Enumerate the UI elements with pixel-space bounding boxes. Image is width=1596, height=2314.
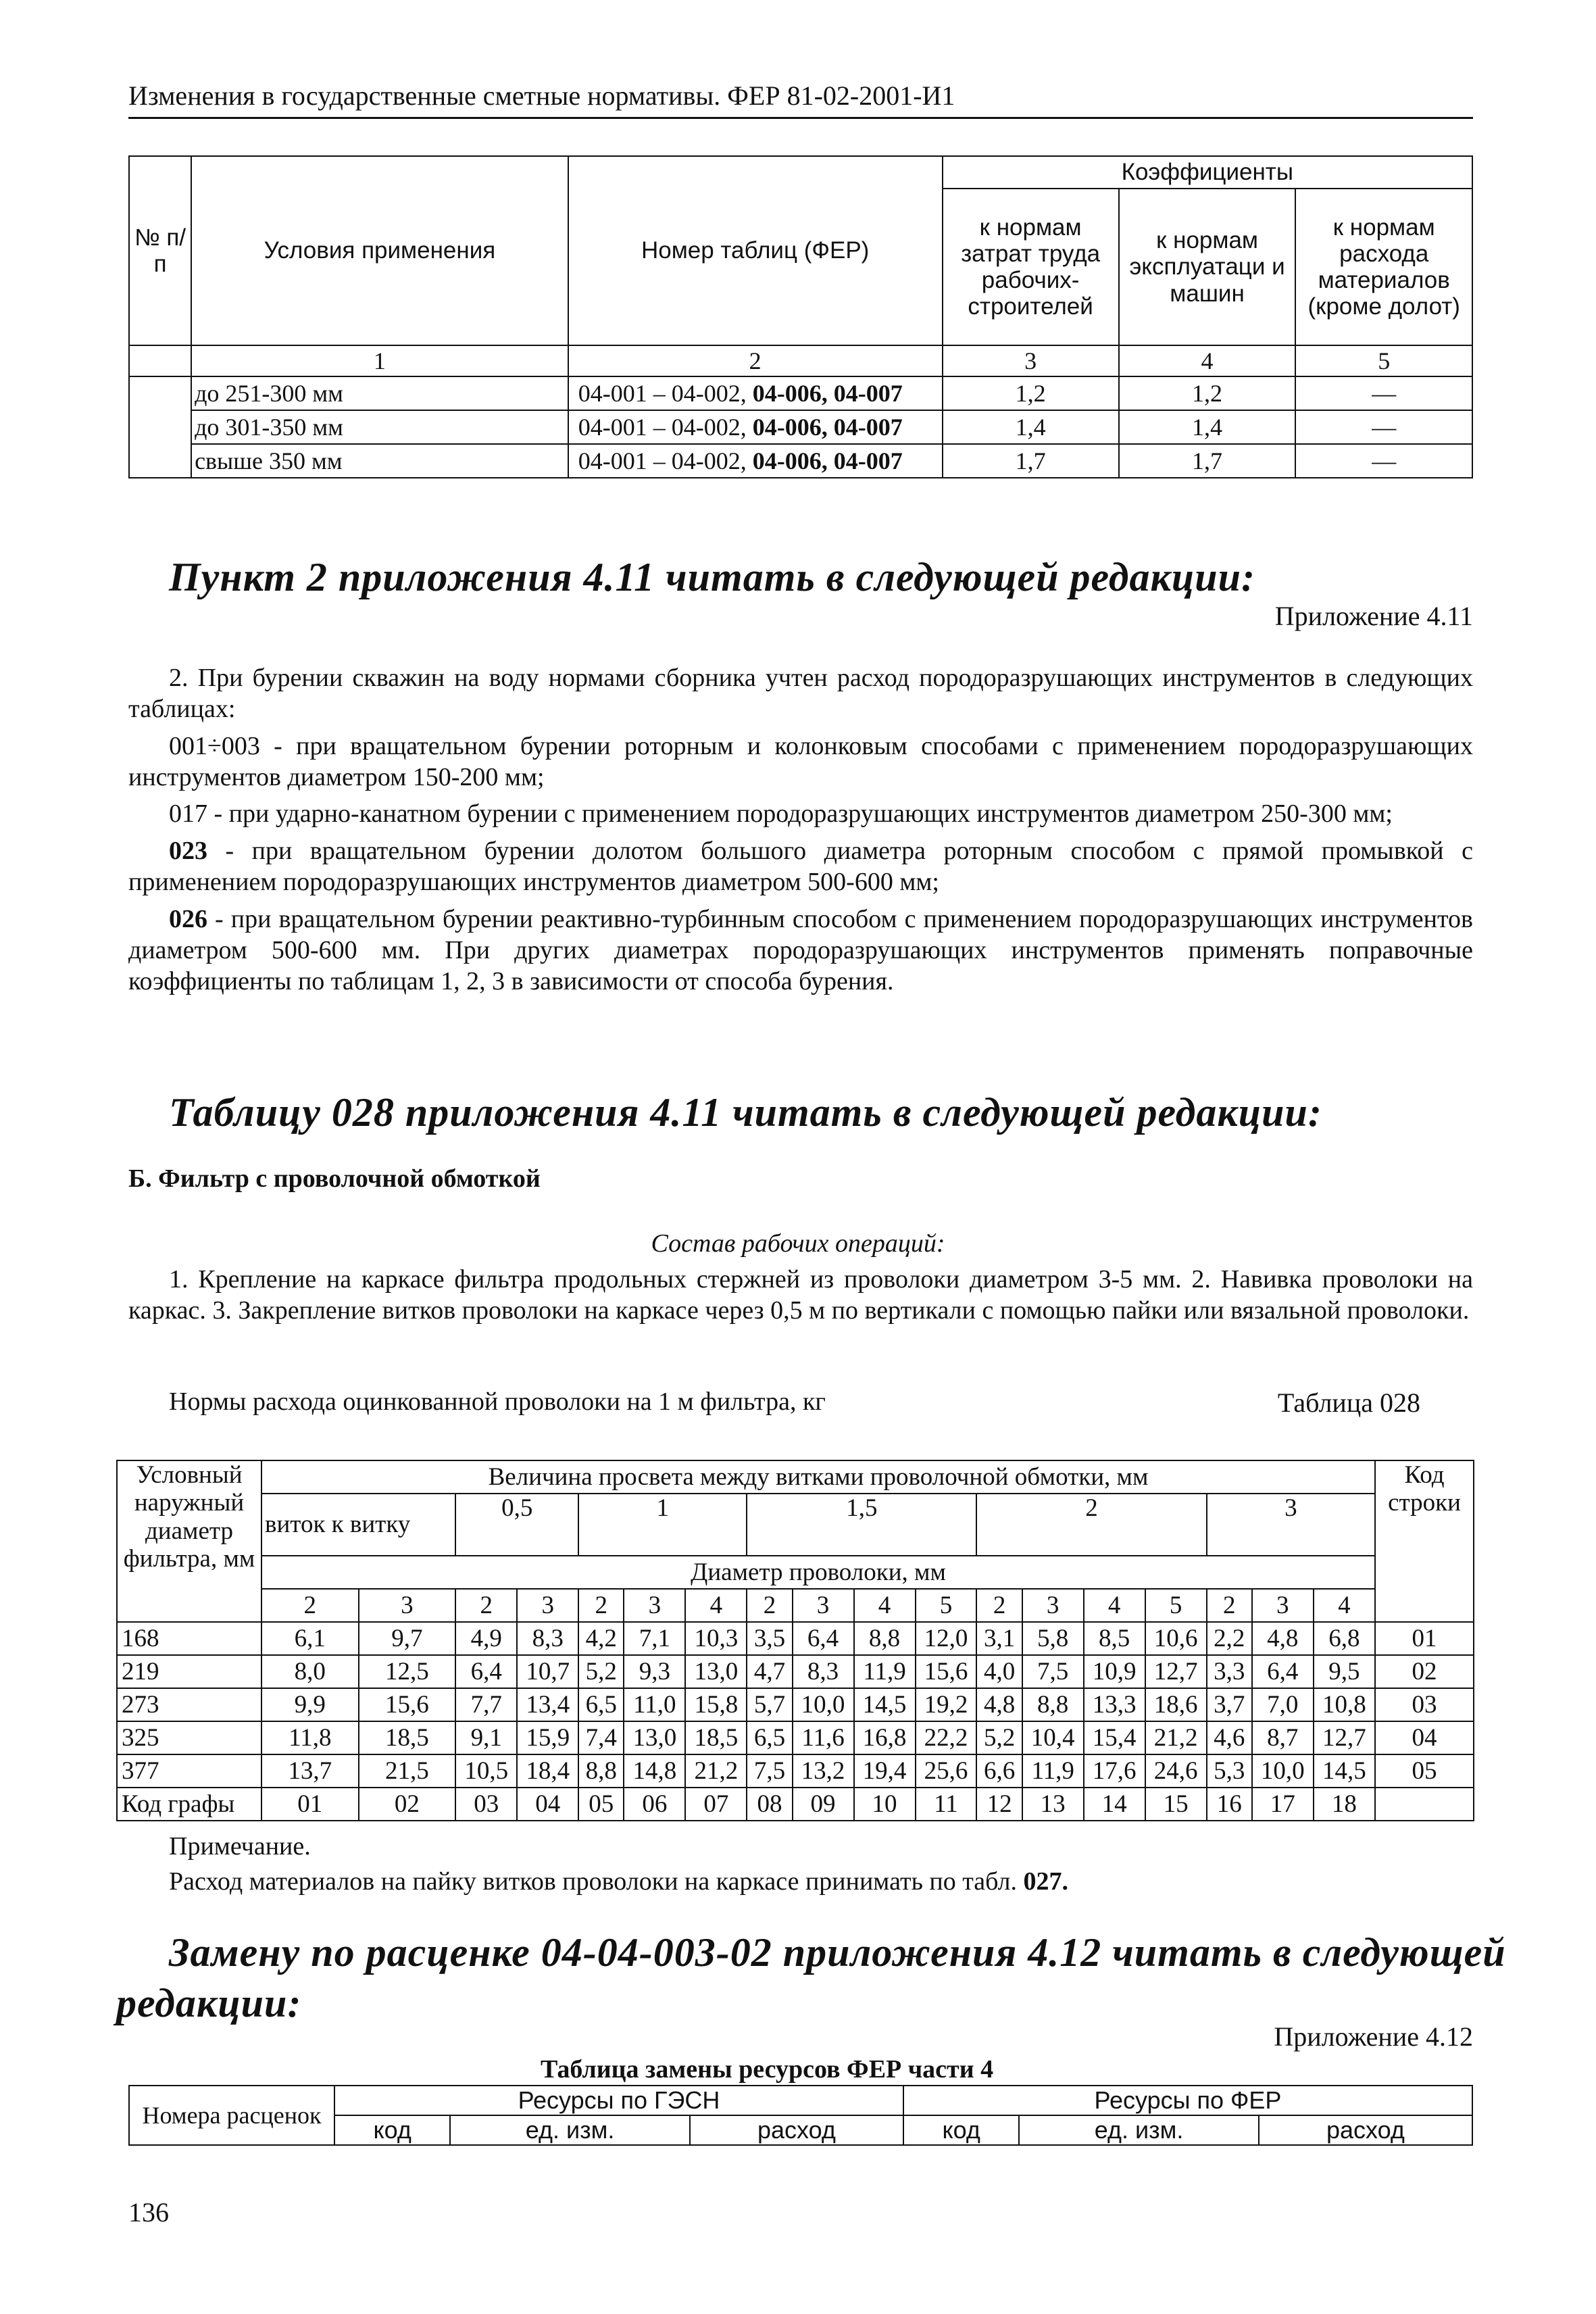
graph-code-cell: 09: [793, 1788, 854, 1821]
value-cell: 13,0: [624, 1721, 685, 1754]
coefficients-table: [128, 155, 1473, 478]
column-numbers-row: [129, 345, 1472, 376]
wire-size-cell: 4: [1084, 1589, 1145, 1622]
wire-size-cell: 5: [1145, 1589, 1207, 1622]
value-cell: 4,8: [976, 1688, 1022, 1721]
value-cell: 15,6: [359, 1688, 456, 1721]
value-cell: 8,7: [1252, 1721, 1314, 1754]
graph-label-cell: Код графы: [117, 1788, 261, 1821]
wire-diameter-header: Диаметр проволоки, мм: [261, 1556, 1375, 1589]
value-cell: 24,6: [1145, 1754, 1207, 1788]
labor-coef-cell: 1,4: [943, 410, 1119, 444]
wire-size-cell: 2: [455, 1589, 517, 1622]
value-cell: 6,4: [455, 1655, 517, 1688]
section-heading-replacement-cont: редакции:: [116, 1981, 302, 2025]
value-cell: 9,9: [261, 1688, 359, 1721]
graph-code-cell: 16: [1207, 1788, 1252, 1821]
value-cell: 10,9: [1084, 1655, 1145, 1688]
value-cell: 12,5: [359, 1655, 456, 1688]
graph-code-cell: 02: [359, 1788, 456, 1821]
col-coefficients-header: Коэффициенты: [943, 156, 1472, 189]
table-row: [117, 1721, 1474, 1754]
note-text: Расход материалов на пайку витков проволоки на каркасе принимать по табл. 027.: [169, 1867, 1069, 1896]
value-cell: 11,8: [261, 1721, 359, 1754]
value-cell: 8,0: [261, 1655, 359, 1688]
sub-header: код: [903, 2115, 1019, 2145]
value-cell: 4,7: [747, 1655, 792, 1688]
row-code-cell: 04: [1375, 1721, 1474, 1754]
diameter-cell: 325: [117, 1721, 261, 1754]
graph-code-cell: 07: [685, 1788, 747, 1821]
value-cell: 14,5: [854, 1688, 916, 1721]
value-cell: 8,3: [517, 1622, 578, 1655]
wire-size-cell: 4: [854, 1589, 916, 1622]
row-code-cell: 02: [1375, 1655, 1474, 1688]
gap-header: 1,5: [747, 1494, 976, 1556]
col-diameter-header: Условный наружный диаметр фильтра, мм: [117, 1460, 261, 1622]
col-labor-header: к нормам затрат труда рабочих-строителей: [943, 189, 1119, 345]
wire-size-cell: 2: [747, 1589, 792, 1622]
diameter-cell: 168: [117, 1622, 261, 1655]
paragraph: 023 - при вращательном бурении долотом большого диаметра роторным способом с прямой промывкой с применением породоразрушающих инструментов диаметром 500-600 мм;: [128, 836, 1473, 897]
col-number-header: № п/п: [129, 156, 191, 345]
graph-code-cell: 08: [747, 1788, 792, 1821]
graph-code-cell: 06: [624, 1788, 685, 1821]
col-machines-header: к нормам эксплуатаци и машин: [1119, 189, 1296, 345]
value-cell: 10,0: [793, 1688, 854, 1721]
value-cell: 19,2: [916, 1688, 977, 1721]
value-cell: 4,8: [1252, 1622, 1314, 1655]
table-row: [117, 1655, 1474, 1688]
norms-title: Нормы расхода оцинкованной проволоки на 1 м фильтра, кг: [169, 1387, 826, 1416]
row-code-cell: 05: [1375, 1754, 1474, 1788]
fer-header: Ресурсы по ФЕР: [903, 2086, 1472, 2115]
row-code-cell: 03: [1375, 1688, 1474, 1721]
value-cell: 18,5: [359, 1721, 456, 1754]
value-cell: 10,4: [1022, 1721, 1084, 1754]
sub-header: расход: [1259, 2115, 1472, 2145]
value-cell: 6,8: [1314, 1622, 1375, 1655]
value-cell: 5,2: [578, 1655, 624, 1688]
gap-header: 2: [976, 1494, 1206, 1556]
value-cell: 13,2: [793, 1754, 854, 1788]
col-gap-header: Величина просвета между витками проволочной обмотки, мм: [261, 1460, 1375, 1494]
value-cell: 13,0: [685, 1655, 747, 1688]
graph-code-cell: 18: [1314, 1788, 1375, 1821]
wire-norms-table: [116, 1460, 1474, 1821]
diameter-cell: 377: [117, 1754, 261, 1788]
col-materials-header: к нормам расхода материалов (кроме долот): [1295, 189, 1472, 345]
wire-size-cell: 3: [517, 1589, 578, 1622]
graph-code-cell: 01: [261, 1788, 359, 1821]
column-number: 4: [1119, 345, 1296, 376]
value-cell: 8,5: [1084, 1622, 1145, 1655]
materials-coef-cell: —: [1295, 410, 1472, 444]
note-title: Примечание.: [169, 1832, 311, 1861]
condition-cell: до 301-350 мм: [191, 410, 568, 444]
value-cell: 19,4: [854, 1754, 916, 1788]
value-cell: 6,5: [578, 1688, 624, 1721]
value-cell: 10,5: [455, 1754, 517, 1788]
paragraph: 026 - при вращательном бурении реактивно-турбинным способом с применением породоразрушающих инструментов диаметром 500-600 мм. При других диаметрах породоразрушающих инструментов применять поправочные коэффициенты по таблицам 1, 2, 3 в зависимости от способа бурения.: [128, 904, 1473, 996]
diameter-cell: 219: [117, 1655, 261, 1688]
table-row: [117, 1622, 1474, 1655]
wire-size-cell: 3: [793, 1589, 854, 1622]
value-cell: 5,2: [976, 1721, 1022, 1754]
paragraph: 001÷003 - при вращательном бурении роторным и колонковым способами с применением породоразрушающих инструментов диаметром 150-200 мм;: [128, 731, 1473, 792]
section-heading-point2: Пункт 2 приложения 4.11 читать в следующей редакции:: [169, 555, 1255, 599]
value-cell: 3,3: [1207, 1655, 1252, 1688]
value-cell: 14,5: [1314, 1754, 1375, 1788]
value-cell: 13,4: [517, 1688, 578, 1721]
gap-header: 0,5: [455, 1494, 578, 1556]
value-cell: 3,5: [747, 1622, 792, 1655]
wire-size-cell: 2: [1207, 1589, 1252, 1622]
value-cell: 21,2: [1145, 1721, 1207, 1754]
value-cell: 3,7: [1207, 1688, 1252, 1721]
wire-size-cell: 2: [976, 1589, 1022, 1622]
col-nums-header: Номера расценок: [129, 2086, 334, 2145]
value-cell: 9,3: [624, 1655, 685, 1688]
wire-sizes-row: [117, 1589, 1474, 1622]
value-cell: 9,1: [455, 1721, 517, 1754]
value-cell: 11,9: [1022, 1754, 1084, 1788]
value-cell: 11,0: [624, 1688, 685, 1721]
graph-code-cell: 14: [1084, 1788, 1145, 1821]
sub-header: ед. изм.: [450, 2115, 689, 2145]
graph-code-cell: 12: [976, 1788, 1022, 1821]
subsection-title: Б. Фильтр с проволочной обмоткой: [128, 1164, 541, 1193]
wire-size-cell: 2: [578, 1589, 624, 1622]
gap-header: 3: [1207, 1494, 1375, 1556]
wire-size-cell: 2: [261, 1589, 359, 1622]
gap-header: 1: [578, 1494, 747, 1556]
tables-cell: 04-001 – 04-002, 04-006, 04-007: [568, 410, 943, 444]
value-cell: 7,5: [1022, 1655, 1084, 1688]
value-cell: 11,6: [793, 1721, 854, 1754]
value-cell: 15,9: [517, 1721, 578, 1754]
column-number: 3: [943, 345, 1119, 376]
value-cell: 18,4: [517, 1754, 578, 1788]
section1-body: [128, 662, 1473, 1003]
value-cell: 18,6: [1145, 1688, 1207, 1721]
materials-coef-cell: —: [1295, 444, 1472, 478]
value-cell: 10,6: [1145, 1622, 1207, 1655]
operations-title: Состав рабочих операций:: [651, 1229, 945, 1258]
graph-code-cell: 03: [455, 1788, 517, 1821]
value-cell: 15,4: [1084, 1721, 1145, 1754]
value-cell: 16,8: [854, 1721, 916, 1754]
wire-size-cell: 4: [685, 1589, 747, 1622]
gesn-header: Ресурсы по ГЭСН: [334, 2086, 903, 2115]
value-cell: 12,0: [916, 1622, 977, 1655]
value-cell: 13,3: [1084, 1688, 1145, 1721]
wire-size-cell: 3: [1022, 1589, 1084, 1622]
wire-size-cell: 3: [624, 1589, 685, 1622]
table-row: [117, 1754, 1474, 1788]
value-cell: 12,7: [1314, 1721, 1375, 1754]
sub-header: расход: [690, 2115, 903, 2145]
value-cell: 4,6: [1207, 1721, 1252, 1754]
sub-header: код: [334, 2115, 450, 2145]
table-row: [129, 410, 1472, 444]
table-label: Таблица 028: [1277, 1387, 1420, 1418]
col-tables-header: Номер таблиц (ФЕР): [568, 156, 943, 345]
value-cell: 10,3: [685, 1622, 747, 1655]
col-code-header: Код строки: [1375, 1460, 1474, 1622]
value-cell: 2,2: [1207, 1622, 1252, 1655]
value-cell: 6,4: [793, 1622, 854, 1655]
value-cell: 25,6: [916, 1754, 977, 1788]
machines-coef-cell: 1,2: [1119, 376, 1296, 410]
value-cell: 10,0: [1252, 1754, 1314, 1788]
wire-size-cell: 5: [916, 1589, 977, 1622]
value-cell: 9,5: [1314, 1655, 1375, 1688]
labor-coef-cell: 1,7: [943, 444, 1119, 478]
operations-text: 1. Крепление на каркасе фильтра продольных стержней из проволоки диаметром 3-5 мм. 2. Навивка проволоки на каркас. 3. Закрепление витков проволоки на каркасе через 0,5 м по вертикали с помощью пайки или вязальной проволоки.: [128, 1265, 1473, 1325]
resource-replacement-table: [128, 2085, 1473, 2146]
condition-cell: до 251-300 мм: [191, 376, 568, 410]
value-cell: 21,5: [359, 1754, 456, 1788]
value-cell: 7,0: [1252, 1688, 1314, 1721]
graph-code-cell: 11: [916, 1788, 977, 1821]
row-code-cell: 01: [1375, 1622, 1474, 1655]
value-cell: 8,8: [854, 1622, 916, 1655]
machines-coef-cell: 1,7: [1119, 444, 1296, 478]
value-cell: 8,8: [1022, 1688, 1084, 1721]
value-cell: 5,8: [1022, 1622, 1084, 1655]
value-cell: 15,6: [916, 1655, 977, 1688]
value-cell: 7,5: [747, 1754, 792, 1788]
value-cell: 10,8: [1314, 1688, 1375, 1721]
appendix-label: Приложение 4.11: [1274, 601, 1473, 631]
value-cell: 18,5: [685, 1721, 747, 1754]
value-cell: 8,3: [793, 1655, 854, 1688]
page-header: Изменения в государственные сметные нормативы. ФЕР 81-02-2001-И1: [128, 80, 1473, 119]
value-cell: 6,1: [261, 1622, 359, 1655]
value-cell: 17,6: [1084, 1754, 1145, 1788]
value-cell: 14,8: [624, 1754, 685, 1788]
machines-coef-cell: 1,4: [1119, 410, 1296, 444]
page-number: 136: [128, 2197, 169, 2227]
gap-vitok-header: виток к витку: [261, 1494, 455, 1556]
value-cell: 4,9: [455, 1622, 517, 1655]
appendix-label: Приложение 4.12: [1274, 2021, 1473, 2052]
value-cell: 7,4: [578, 1721, 624, 1754]
col-conditions-header: Условия применения: [191, 156, 568, 345]
table-row: [129, 376, 1472, 410]
graph-code-cell: 17: [1252, 1788, 1314, 1821]
table-row: [117, 1688, 1474, 1721]
value-cell: 7,1: [624, 1622, 685, 1655]
sub-header: ед. изм.: [1019, 2115, 1258, 2145]
column-number: 2: [568, 345, 943, 376]
wire-size-cell: 3: [1252, 1589, 1314, 1622]
value-cell: 22,2: [916, 1721, 977, 1754]
value-cell: 3,1: [976, 1622, 1022, 1655]
value-cell: 15,8: [685, 1688, 747, 1721]
materials-coef-cell: —: [1295, 376, 1472, 410]
section-heading-table028: Таблицу 028 приложения 4.11 читать в следующей редакции:: [169, 1090, 1322, 1135]
diameter-cell: 273: [117, 1688, 261, 1721]
paragraph: 017 - при ударно-канатном бурении с применением породоразрушающих инструментов диаметром 250-300 мм;: [169, 799, 1393, 829]
value-cell: 7,7: [455, 1688, 517, 1721]
condition-cell: свыше 350 мм: [191, 444, 568, 478]
value-cell: 12,7: [1145, 1655, 1207, 1688]
section-heading-replacement: Замену по расценке 04-04-003-02 приложения 4.12 читать в следующей: [169, 1930, 1506, 1975]
replacement-table-title: Таблица замены ресурсов ФЕР части 4: [541, 2055, 994, 2084]
wire-size-cell: 3: [359, 1589, 456, 1622]
labor-coef-cell: 1,2: [943, 376, 1119, 410]
column-number: 1: [191, 345, 568, 376]
value-cell: 10,7: [517, 1655, 578, 1688]
value-cell: 11,9: [854, 1655, 916, 1688]
table-row: [129, 444, 1472, 478]
value-cell: 5,3: [1207, 1754, 1252, 1788]
value-cell: 4,2: [578, 1622, 624, 1655]
value-cell: 6,4: [1252, 1655, 1314, 1688]
tables-cell: 04-001 – 04-002, 04-006, 04-007: [568, 444, 943, 478]
value-cell: 4,0: [976, 1655, 1022, 1688]
tables-cell: 04-001 – 04-002, 04-006, 04-007: [568, 376, 943, 410]
paragraph: 2. При бурении скважин на воду нормами сборника учтен расход породоразрушающих инструментов в следующих таблицах:: [128, 664, 1473, 724]
graph-codes-row: [117, 1788, 1474, 1821]
value-cell: 21,2: [685, 1754, 747, 1788]
value-cell: 5,7: [747, 1688, 792, 1721]
value-cell: 13,7: [261, 1754, 359, 1788]
graph-code-cell: 04: [517, 1788, 578, 1821]
graph-code-cell: 05: [578, 1788, 624, 1821]
value-cell: 6,6: [976, 1754, 1022, 1788]
wire-size-cell: 4: [1314, 1589, 1375, 1622]
value-cell: 9,7: [359, 1622, 456, 1655]
graph-code-cell: 13: [1022, 1788, 1084, 1821]
value-cell: 6,5: [747, 1721, 792, 1754]
column-number: 5: [1295, 345, 1472, 376]
graph-code-cell: 15: [1145, 1788, 1207, 1821]
value-cell: 8,8: [578, 1754, 624, 1788]
graph-code-cell: 10: [854, 1788, 916, 1821]
